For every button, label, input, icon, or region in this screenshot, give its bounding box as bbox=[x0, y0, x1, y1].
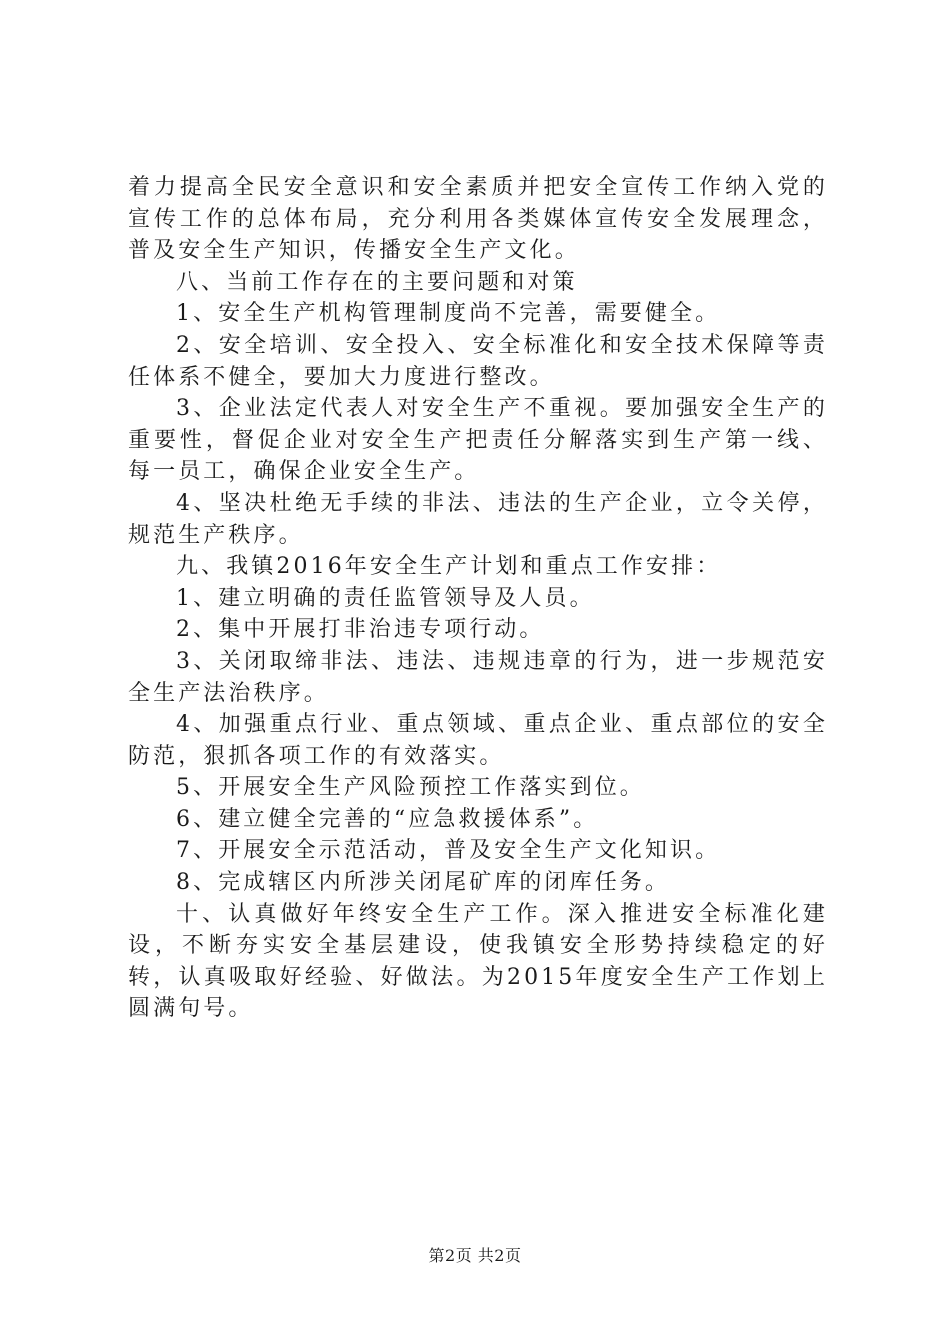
list-item: 4、加强重点行业、重点领域、重点企业、重点部位的安全防范，狠抓各项工作的有效落实。 bbox=[128, 712, 828, 769]
list-item: 1、建立明确的责任监管领导及人员。 bbox=[176, 585, 595, 611]
list-item: 1、安全生产机构管理制度尚不完善，需要健全。 bbox=[176, 301, 721, 327]
list-item: 2、安全培训、安全投入、安全标准化和安全技术保障等责任体系不健全，要加大力度进行整改。 bbox=[128, 332, 828, 390]
list-item: 7、开展安全示范活动，普及安全生产文化知识。 bbox=[176, 838, 721, 864]
section-heading-10: 十、认真做好年终安全生产工作。深入推进安全标准化建设，不断夯实安全基层建设，使我镇安全形势持续稳定的好转，认真吸取好经验、好做法。为2015年度安全生产工作划上圆满句号。 bbox=[128, 901, 828, 1022]
list-item: 5、开展安全生产风险预控工作落实到位。 bbox=[176, 775, 645, 801]
list-item: 6、建立健全完善的“应急救援体系”。 bbox=[176, 806, 599, 832]
list-item: 4、坚决杜绝无手续的非法、违法的生产企业，立令关停，规范生产秩序。 bbox=[128, 490, 828, 548]
page-number-footer: 第2页 共2页 bbox=[428, 1246, 522, 1265]
list-item: 3、关闭取缔非法、违法、违规违章的行为，进一步规范安全生产法治秩序。 bbox=[128, 648, 828, 706]
list-item: 8、完成辖区内所涉关闭尾矿库的闭库任务。 bbox=[176, 870, 670, 896]
list-item: 2、集中开展打非治违专项行动。 bbox=[176, 617, 545, 643]
section-heading-8: 八、当前工作存在的主要问题和对策 bbox=[176, 269, 578, 295]
document-body bbox=[128, 172, 828, 1025]
list-item: 3、企业法定代表人对安全生产不重视。要加强安全生产的重要性，督促企业对安全生产把责任分解落实到生产第一线、每一员工，确保企业安全生产。 bbox=[128, 396, 828, 485]
section-heading-9: 九、我镇2016年安全生产计划和重点工作安排： bbox=[176, 554, 722, 580]
paragraph: 着力提高全民安全意识和安全素质并把安全宣传工作纳入党的宣传工作的总体布局，充分利用各类媒体宣传安全发展理念，普及安全生产知识，传播安全生产文化。 bbox=[128, 175, 828, 264]
